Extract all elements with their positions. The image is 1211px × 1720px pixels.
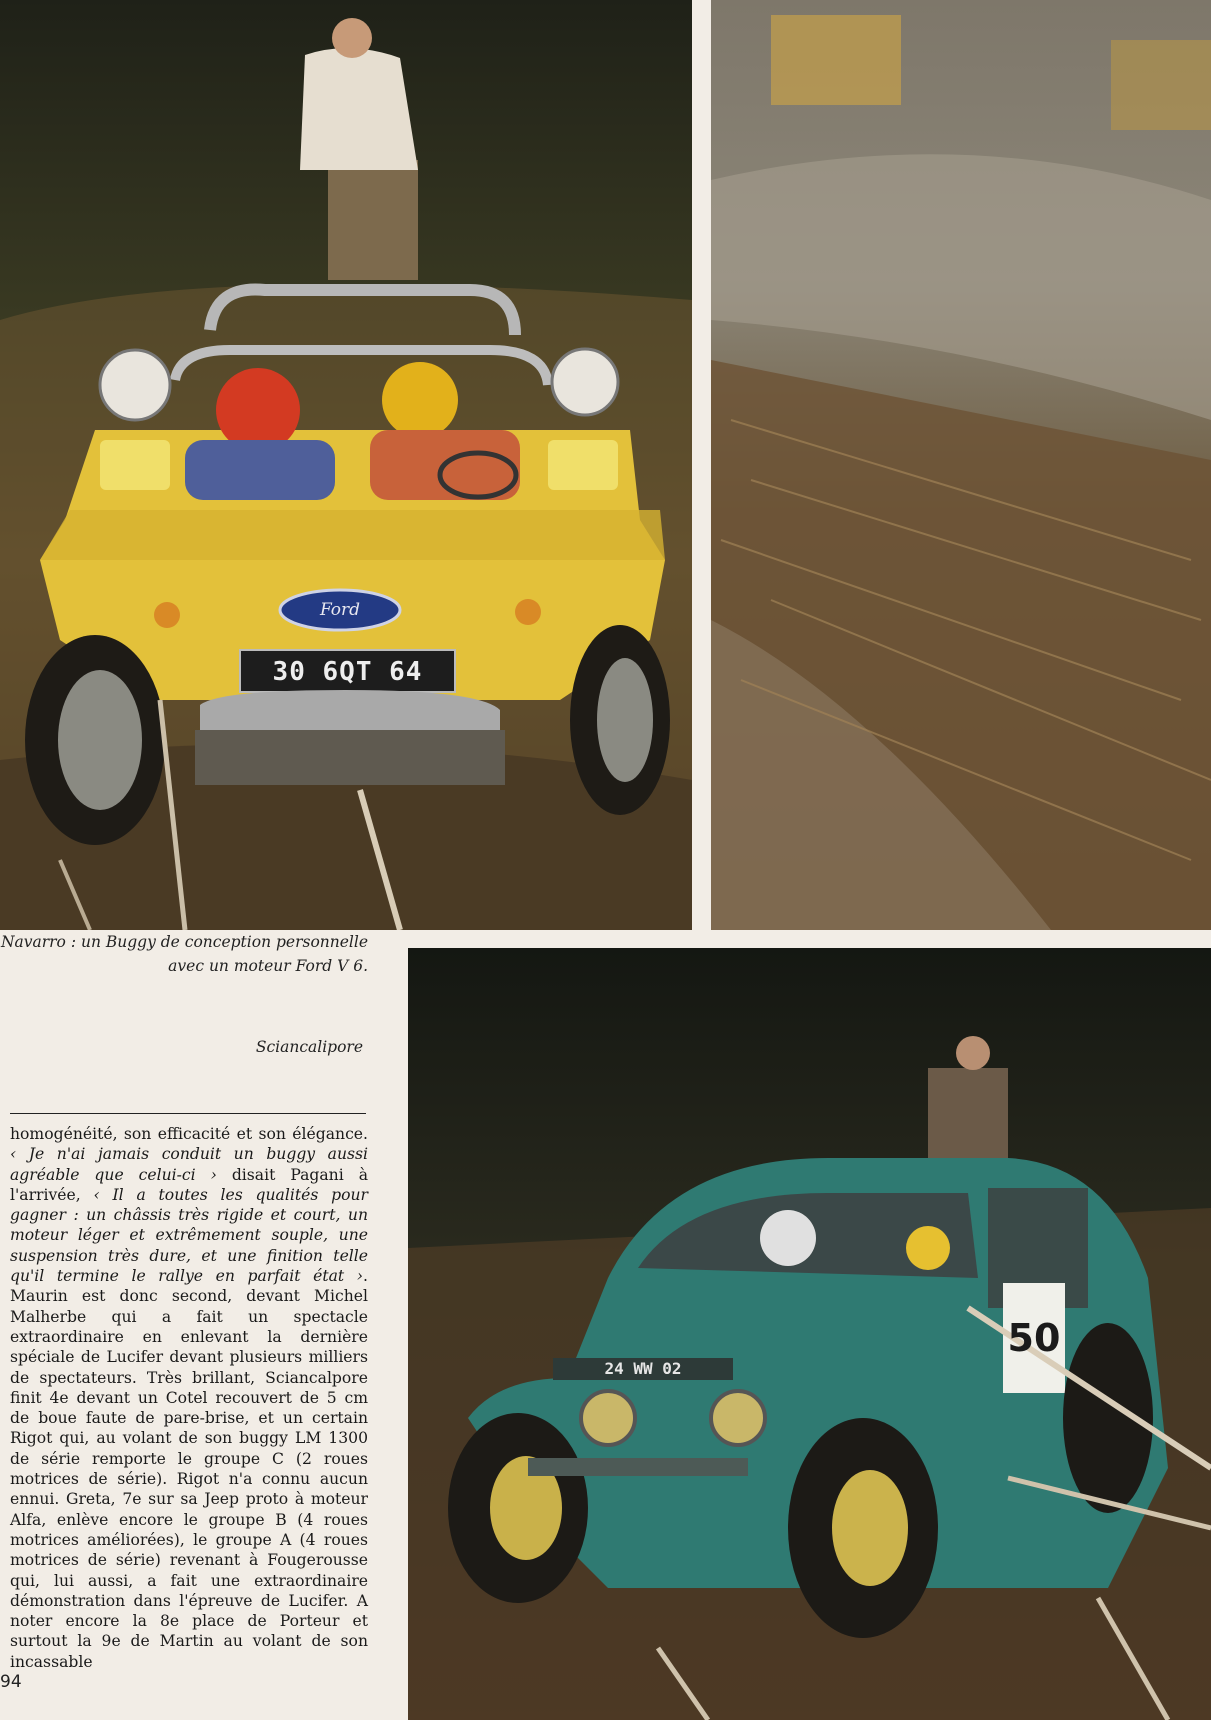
race-number: 50 [1007, 1316, 1061, 1360]
photo-buggy [0, 0, 692, 930]
article-body [10, 1124, 368, 1672]
column-rule [10, 1113, 366, 1114]
license-plate-buggy: 30 6QT 64 [272, 657, 423, 687]
photo-motion-blur [711, 0, 1211, 930]
article-text-1: homogénéité, son efficacité et son élégance. [10, 1125, 368, 1143]
photo-caption [0, 930, 368, 978]
photo-beetle [408, 948, 1211, 1720]
page-number: 94 [0, 1672, 22, 1692]
pagani-quote-2: ‹ Il a toutes les qualités pour gagner : un châssis très rigide et court, un moteur léger et extrêmement souple, une suspension très dure, et une finition telle qu'il termine le rallye en parfait état › [10, 1185, 368, 1286]
article-text-3: . Maurin est donc second, devant Michel Malherbe qui a fait un spectacle extraordinaire en enlevant la dernière spéciale de Lucifer devant plusieurs milliers de spectateurs. Très brillant, Sciancalpore finit 4e devant un Cotel recouvert de 5 cm de boue faute de pare-brise, et un certain Rigot qui, au volant de son buggy LM 1300 de série remporte le groupe C (2 roues motrices de série). Rigot n'a connu aucun ennui. Greta, 7e sur sa Jeep proto à moteur Alfa, enlève encore le groupe B (4 roues motrices améliorées), le groupe A (4 roues motrices de série) revenant à Fougerousse qui, lui aussi, a fait une extraordinaire démonstration dans l'épreuve de Lucifer. A noter encore la 8e place de Porteur et surtout la 9e de Martin au volant de son incassable [10, 1267, 368, 1671]
pagani-quote: ‹ Je n'ai jamais conduit un buggy aussi agréable que celui-ci › [10, 1145, 368, 1184]
caption-line-1: Navarro : un Buggy de conception personnelle [0, 933, 368, 951]
article-text-2: disait Pagani à l'arrivée, [10, 1165, 368, 1204]
license-plate-beetle: 24 WW 02 [604, 1359, 682, 1378]
photo-credit: Sciancalipore [255, 1038, 363, 1056]
caption-line-2: avec un moteur Ford V 6. [168, 957, 368, 975]
ford-badge: Ford [319, 600, 361, 620]
